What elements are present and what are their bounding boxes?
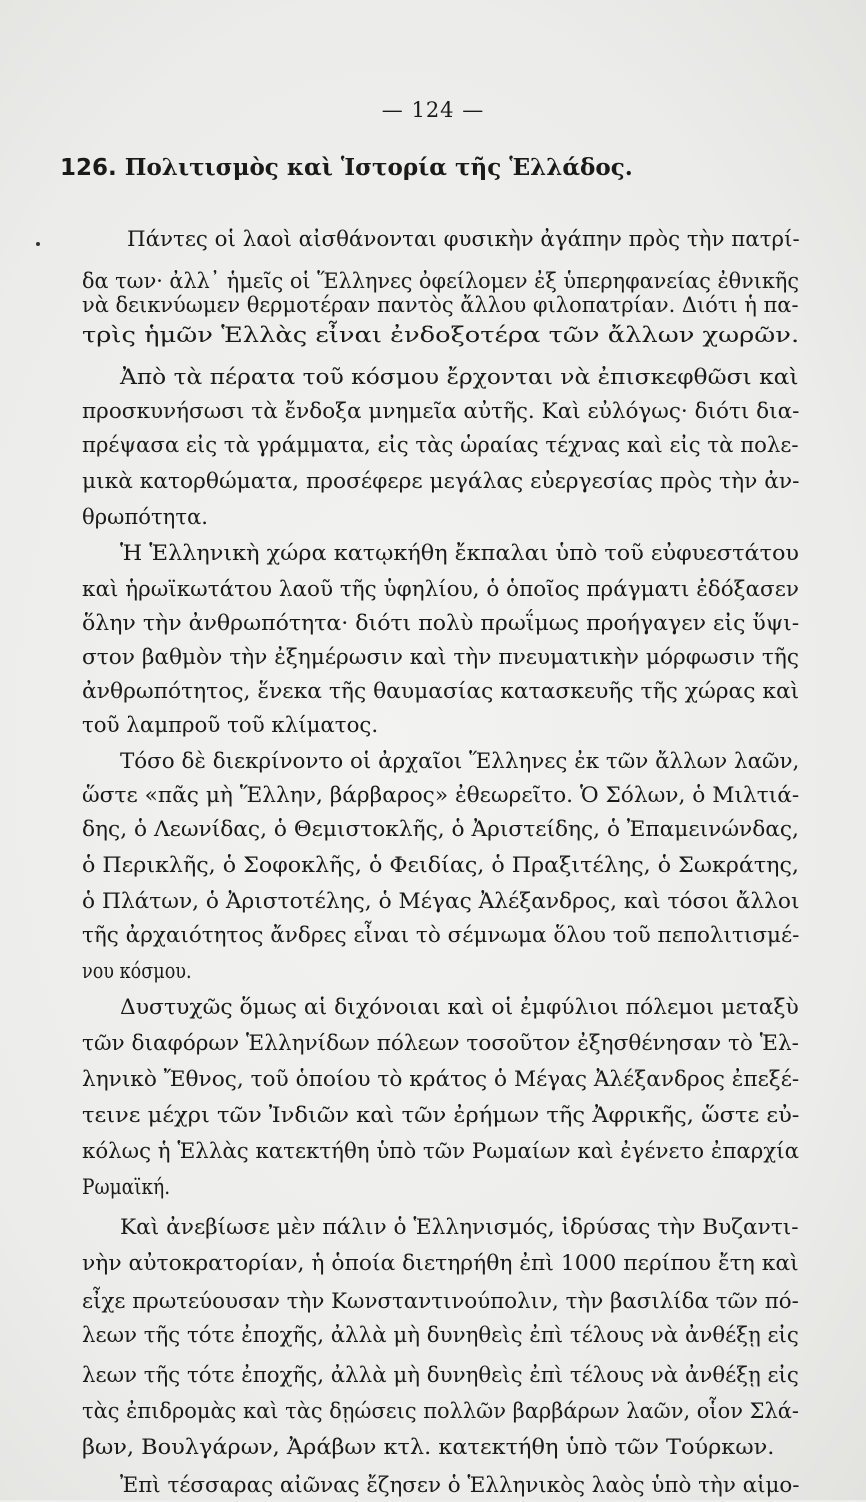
text-line: κόλως ἡ Ἑλλὰς κατεκτήθη ὑπὸ τῶν Ρωμαίων καὶ ἐγένετο ἐπαρχία	[82, 1139, 799, 1164]
text-line: Δυστυχῶς ὅμως αἱ διχόνοιαι καὶ οἱ ἐμφύλιοι πόλεμοι μεταξὺ	[120, 995, 799, 1020]
text-line: νου κόσμου.	[82, 959, 192, 984]
text-line: τὰς ἐπιδρομὰς καὶ τὰς δῃώσεις πολλῶν βαρβάρων λαῶν, οἷον Σλά-	[82, 1399, 799, 1424]
text-line: Καὶ ἀνεβίωσε μὲν πάλιν ὁ Ἑλληνισμός, ἱδρύσας τὴν Βυζαντι-	[120, 1215, 799, 1240]
text-line: προσκυνήσωσι τὰ ἔνδοξα μνημεῖα αὐτῆς. Καὶ εὐλόγως· διότι δια-	[82, 399, 800, 424]
text-line: Ἐπὶ τέσσαρας αἰῶνας ἔζησεν ὁ Ἑλληνικὸς λαὸς ὑπὸ τὴν αἱμο-	[120, 1473, 800, 1498]
text-line: Τόσο δὲ διεκρίνοντο οἱ ἀρχαῖοι Ἕλληνες ἐκ τῶν ἄλλων λαῶν,	[120, 749, 800, 774]
text-line: καὶ ἡρωϊκωτάτου λαοῦ τῆς ὑφηλίου, ὁ ὁποῖος πράγματι ἐδόξασεν	[82, 577, 799, 602]
page-number: — 124 —	[381, 98, 485, 122]
text-line: δα των· ἀλλ᾽ ἡμεῖς οἱ Ἕλληνες ὀφείλομεν ἐξ ὑπερηφανείας ἐθνικῆς	[82, 269, 799, 294]
text-line: λεων τῆς τότε ἐποχῆς, ἀλλὰ μὴ δυνηθεὶς ἐπὶ τέλους νὰ ἀνθέξῃ εἰς	[82, 1363, 799, 1388]
text-line: εἶχε πρωτεύουσαν τὴν Κωνσταντινούπολιν, τὴν βασιλίδα τῶν πό-	[82, 1289, 799, 1314]
text-line: ὅλην τὴν ἀνθρωπότητα· διότι πολὺ πρωΐμως προήγαγεν εἰς ὕψι-	[82, 611, 800, 636]
text-line: μικὰ κατορθώματα, προσέφερε μεγάλας εὐεργεσίας πρὸς τὴν ἀν-	[82, 469, 800, 494]
text-line: Πάντες οἱ λαοὶ αἰσθάνονται φυσικὴν ἀγάπην πρὸς τὴν πατρί-	[127, 227, 800, 252]
text-line: λεων τῆς τότε ἐποχῆς, ἀλλὰ μὴ δυνηθεὶς ἐπὶ τέλους νὰ ἀνθέξῃ εἰς	[82, 1323, 799, 1348]
text-line: τῶν διαφόρων Ἑλληνίδων πόλεων τοσοῦτον ἐξησθένησαν τὸ Ἑλ-	[82, 1031, 799, 1056]
text-line: στον βαθμὸν τὴν ἐξημέρωσιν καὶ τὴν πνευματικὴν μόρφωσιν τῆς	[82, 645, 799, 670]
text-line: ὁ Περικλῆς, ὁ Σοφοκλῆς, ὁ Φειδίας, ὁ Πραξιτέλης, ὁ Σωκράτης,	[82, 853, 799, 878]
text-line: τῆς ἀρχαιότητος ἄνδρες εἶναι τὸ σέμνωμα ὅλου τοῦ πεπολιτισμέ-	[82, 923, 800, 948]
text-line: δης, ὁ Λεωνίδας, ὁ Θεμιστοκλῆς, ὁ Ἀριστείδης, ὁ Ἐπαμεινώνδας,	[82, 817, 799, 842]
text-line: τεινε μέχρι τῶν Ἰνδιῶν καὶ τῶν ἐρήμων τῆς Ἀφρικῆς, ὥστε εὐ-	[82, 1103, 800, 1128]
text-line: νὰ δεικνύωμεν θερμοτέραν παντὸς ἄλλου φιλοπατρίαν. Διότι ἡ πα-	[82, 293, 799, 318]
text-line: τρὶς ἡμῶν Ἑλλὰς εἶναι ἐνδοξοτέρα τῶν ἄλλων χωρῶν.	[82, 323, 800, 348]
text-line: ὥστε «πᾶς μὴ Ἕλλην, βάρβαρος» ἐθεωρεῖτο. Ὁ Σόλων, ὁ Μιλτιά-	[82, 783, 800, 808]
text-line: ὁ Πλάτων, ὁ Ἀριστοτέλης, ὁ Μέγας Ἀλέξανδρος, καὶ τόσοι ἄλλοι	[82, 889, 800, 914]
text-line: βων, Βουλγάρων, Ἀράβων κτλ. κατεκτήθη ὑπὸ τῶν Τούρκων.	[82, 1435, 775, 1460]
text-line: θρωπότητα.	[82, 505, 209, 530]
text-line: νὴν αὐτοκρατορίαν, ἡ ὁποία διετηρήθη ἐπὶ 1000 περίπου ἔτη καὶ	[82, 1251, 799, 1276]
text-line: Ἀπὸ τὰ πέρατα τοῦ κόσμου ἔρχονται νὰ ἐπισκεφθῶσι καὶ	[120, 365, 799, 390]
text-line: Ρωμαϊκή.	[82, 1175, 171, 1200]
text-line: ληνικὸ Ἔθνος, τοῦ ὁποίου τὸ κράτος ὁ Μέγας Ἀλέξανδρος ἐπεξέ-	[82, 1067, 800, 1092]
section-title: Πολιτισμὸς καὶ Ἱστορία τῆς Ἑλλάδος.	[124, 154, 633, 181]
text-line: Ἡ Ἑλληνικὴ χώρα κατῳκήθη ἔκπαλαι ὑπὸ τοῦ εὐφυεστάτου	[120, 541, 800, 566]
text-line: τοῦ λαμπροῦ τοῦ κλίματος.	[82, 713, 379, 738]
text-line: ἀνθρωπότητος, ἕνεκα τῆς θαυμασίας κατασκευῆς τῆς χώρας καὶ	[82, 679, 800, 704]
section-number: 126.	[60, 155, 117, 181]
text-line: πρέψασα εἰς τὰ γράμματα, εἰς τὰς ὡραίας τέχνας καὶ εἰς τὰ πολε-	[82, 433, 799, 458]
